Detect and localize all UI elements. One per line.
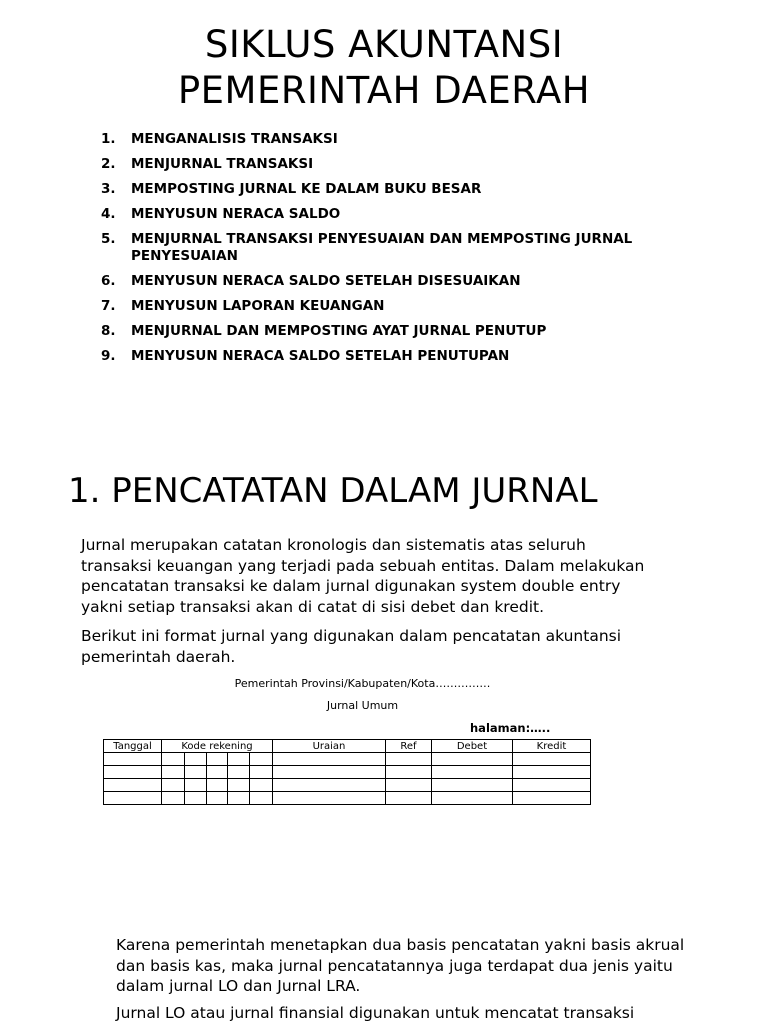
table-cell xyxy=(104,766,162,779)
list-item xyxy=(101,231,641,265)
table-cell xyxy=(250,779,273,792)
list-item-text: MENYUSUN NERACA SALDO SETELAH PENUTUPAN xyxy=(131,348,510,364)
table-cell xyxy=(185,792,207,805)
title-line-1: SIKLUS AKUNTANSI xyxy=(204,23,564,66)
table-cell xyxy=(273,766,386,779)
page-number-label: halaman:….. xyxy=(470,721,551,735)
table-cell xyxy=(207,766,228,779)
list-item-number: 6. xyxy=(101,273,116,289)
page-title xyxy=(0,22,768,114)
table-cell xyxy=(162,753,185,766)
list-item-text: MENYUSUN LAPORAN KEUANGAN xyxy=(131,298,385,314)
table-cell xyxy=(162,779,185,792)
table-cell xyxy=(185,779,207,792)
table-cell xyxy=(228,792,250,805)
table-cell xyxy=(513,753,591,766)
table-cell xyxy=(273,753,386,766)
table-cell xyxy=(104,792,162,805)
table-cell xyxy=(162,766,185,779)
list-item-number: 7. xyxy=(101,298,116,314)
list-item-number: 1. xyxy=(101,131,116,147)
list-item xyxy=(101,298,641,315)
list-item xyxy=(101,181,641,198)
list-item-number: 9. xyxy=(101,348,116,364)
table-cell xyxy=(162,792,185,805)
table-header-row xyxy=(104,740,591,753)
table-cell xyxy=(104,753,162,766)
table-row xyxy=(104,753,591,766)
table-cell xyxy=(386,779,432,792)
column-header-ref: Ref xyxy=(386,740,432,753)
title-line-2: PEMERINTAH DAERAH xyxy=(177,69,591,112)
list-item-text: MENJURNAL DAN MEMPOSTING AYAT JURNAL PENUTUP xyxy=(131,323,547,339)
list-item-number: 5. xyxy=(101,231,116,247)
table-cell xyxy=(386,766,432,779)
list-item-text: MENGANALISIS TRANSAKSI xyxy=(131,131,338,147)
table-cell xyxy=(432,779,513,792)
list-item-text: MENJURNAL TRANSAKSI PENYESUAIAN DAN MEMPOSTING JURNAL PENYESUAIAN xyxy=(131,231,633,264)
table-cell xyxy=(228,766,250,779)
list-item xyxy=(101,323,641,340)
journal-table xyxy=(103,739,591,805)
table-cell xyxy=(386,753,432,766)
column-header-kode-rekening: Kode rekening xyxy=(162,740,273,753)
table-cell xyxy=(273,792,386,805)
table-row xyxy=(104,792,591,805)
table-cell xyxy=(432,792,513,805)
table-row xyxy=(104,766,591,779)
list-item-number: 8. xyxy=(101,323,116,339)
footer-paragraph-2: Jurnal LO atau jurnal finansial digunakan untuk mencatat transaksi xyxy=(116,1004,635,1022)
list-item-number: 3. xyxy=(101,181,116,197)
table-cell xyxy=(104,779,162,792)
list-item xyxy=(101,273,641,290)
column-header-uraian: Uraian xyxy=(273,740,386,753)
table-cell xyxy=(250,753,273,766)
section-paragraph-1: Jurnal merupakan catatan kronologis dan sistematis atas seluruh transaksi keuangan yang terjadi pada sebuah entitas. Dalam melakukan pencatatan transaksi ke dalam jurnal digunakan system double entry yakni setiap transaksi akan di catat di sisi debet dan kredit. xyxy=(81,536,645,616)
list-item-number: 2. xyxy=(101,156,116,172)
table-cell xyxy=(207,779,228,792)
table-cell xyxy=(207,753,228,766)
list-item xyxy=(101,156,641,173)
section-title: 1. PENCATATAN DALAM JURNAL xyxy=(68,471,598,511)
list-item xyxy=(101,131,641,148)
list-item xyxy=(101,206,641,223)
table-cell xyxy=(432,766,513,779)
table-row xyxy=(104,779,591,792)
form-subheader: Jurnal Umum xyxy=(326,699,399,712)
table-cell xyxy=(273,779,386,792)
steps-list xyxy=(101,131,641,373)
list-item-text: MEMPOSTING JURNAL KE DALAM BUKU BESAR xyxy=(131,181,482,197)
table-cell xyxy=(228,753,250,766)
section-paragraph-2: Berikut ini format jurnal yang digunakan dalam pencatatan akuntansi pemerintah daerah. xyxy=(81,627,622,666)
list-item-number: 4. xyxy=(101,206,116,222)
table-cell xyxy=(513,779,591,792)
list-item-text: MENJURNAL TRANSAKSI xyxy=(131,156,314,172)
table-cell xyxy=(432,753,513,766)
table-cell xyxy=(185,766,207,779)
table-cell xyxy=(250,792,273,805)
list-item-text: MENYUSUN NERACA SALDO SETELAH DISESUAIKAN xyxy=(131,273,521,289)
column-header-debet: Debet xyxy=(432,740,513,753)
list-item xyxy=(101,348,641,365)
column-header-kredit: Kredit xyxy=(513,740,591,753)
table-cell xyxy=(513,766,591,779)
table-cell xyxy=(386,792,432,805)
table-cell xyxy=(228,779,250,792)
table-cell xyxy=(185,753,207,766)
form-header: Pemerintah Provinsi/Kabupaten/Kota…………… xyxy=(234,677,491,690)
table-cell xyxy=(513,792,591,805)
table-cell xyxy=(207,792,228,805)
footer-paragraph-1: Karena pemerintah menetapkan dua basis pencatatan yakni basis akrual dan basis kas, maka jurnal pencatatannya juga terdapat dua jenis yaitu dalam jurnal LO dan Jurnal LRA. xyxy=(116,936,685,995)
list-item-text: MENYUSUN NERACA SALDO xyxy=(131,206,341,222)
table-cell xyxy=(250,766,273,779)
column-header-tanggal: Tanggal xyxy=(104,740,162,753)
